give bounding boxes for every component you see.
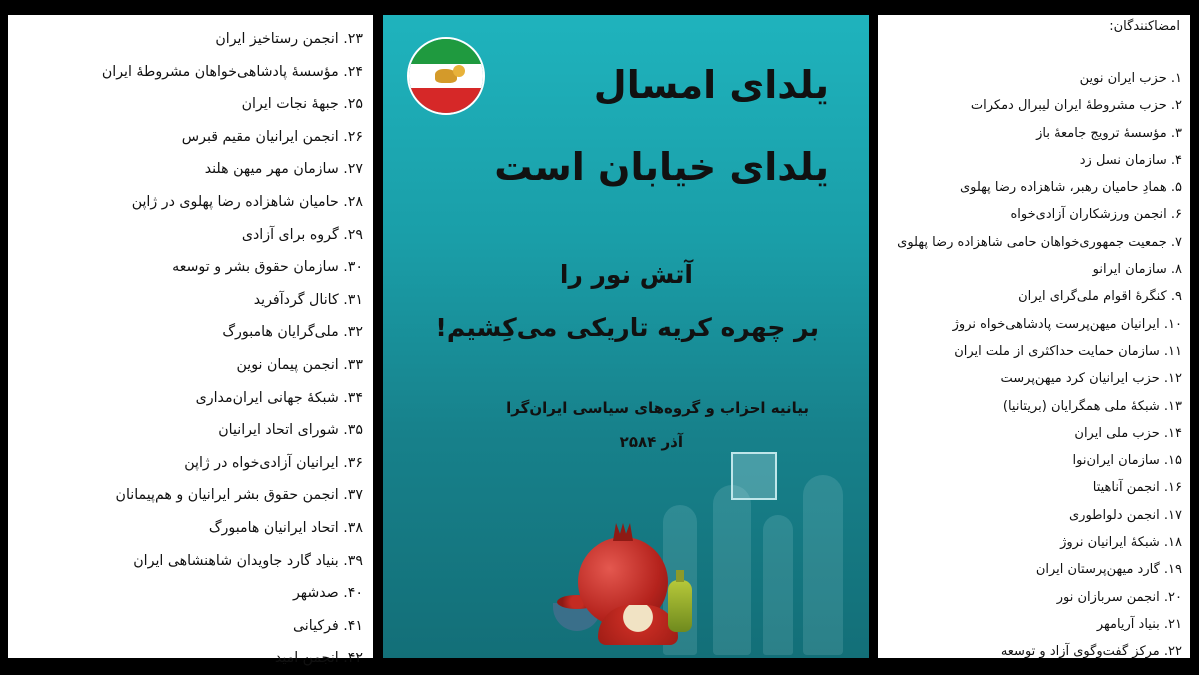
signer-item: ۹. کنگرهٔ اقوام ملی‌گرای ایران — [1018, 289, 1182, 305]
signer-item: ۸. سازمان ایرانو — [1092, 262, 1182, 278]
signer-item: ۳۵. شورای اتحاد ایرانیان — [218, 422, 363, 439]
poster-slogan-line1: آتش نور را — [559, 260, 693, 289]
signer-item: ۳۱. کانال گردآفرید — [253, 291, 363, 308]
signer-item: ۲۱. بنیاد آریامهر — [1096, 616, 1182, 632]
signer-item: ۳۴. شبکهٔ جهانی ایران‌مداری — [195, 389, 363, 406]
signer-item: ۳. مؤسسهٔ ترویج جامعهٔ باز — [1036, 125, 1182, 141]
signer-item: ۱۷. انجمن دلواطوری — [1069, 507, 1182, 523]
signer-item: ۳۳. انجمن پیمان نوین — [236, 356, 363, 373]
signer-item: ۳۲. ملی‌گرایان هامبورگ — [222, 324, 363, 341]
signer-item: ۵. همادِ حامیان رهبر، شاهزاده رضا پهلوی — [959, 180, 1182, 196]
signer-item: ۴۰. صدشهر — [292, 585, 363, 602]
signer-item: ۲۶. انجمن ایرانیان مقیم قبرس — [181, 128, 363, 145]
signer-item: ۲۷. سازمان مهر میهن هلند — [204, 161, 363, 178]
signer-item: ۱۶. انجمن آناهیتا — [1092, 480, 1182, 496]
poster-title-line1: یلدای امسال — [593, 63, 829, 107]
signer-item: ۲۸. حامیان شاهزاده رضا پهلوی در ژاپن — [131, 193, 363, 210]
signer-item: ۱. حزب ایران نوین — [1079, 71, 1182, 86]
signer-item: ۳۷. انجمن حقوق بشر ایرانیان و هم‌پیمانان — [115, 487, 363, 504]
iran-lion-sun-flag-icon — [407, 37, 485, 115]
signer-item: ۳۰. سازمان حقوق بشر و توسعه — [172, 259, 363, 276]
signer-item: ۱۱. سازمان حمایت حداکثری از ملت ایران — [954, 343, 1182, 359]
signer-item: ۱۵. سازمان ایران‌نوا — [1072, 453, 1182, 469]
signer-item: ۲. حزب مشروطهٔ ایران لیبرال دمکرات — [970, 98, 1182, 114]
right-signers-panel — [878, 15, 1190, 658]
signer-item: ۱۹. گارد میهن‌پرستان ایران — [1035, 562, 1182, 578]
signer-item: ۱۳. شبکهٔ ملی همگرایان (بریتانیا) — [1002, 398, 1182, 414]
yalda-poster — [383, 15, 869, 658]
signer-item: ۳۹. بنیاد گارد جاویدان شاهنشاهی ایران — [133, 552, 363, 569]
poster-slogan-line2: بر چهره کریه تاریکی می‌کِشیم! — [435, 313, 819, 342]
bottle-icon — [668, 580, 692, 632]
left-signers-list — [102, 23, 363, 675]
signer-item: ۴۱. فرکیانی — [292, 617, 363, 634]
signer-item: ۶. انجمن ورزشکاران آزادی‌خواه — [1010, 207, 1182, 223]
poster-title-line2: یلدای خیابان است — [494, 145, 829, 189]
signer-item: ۷. جمعیت جمهوری‌خواهان حامی شاهزاده رضا پهلوی — [897, 234, 1182, 250]
signer-item: ۲۲. مرکز گفت‌وگوی آزاد و توسعه — [1000, 644, 1182, 660]
signer-item: ۱۸. شبکهٔ ایرانیان نروژ — [1060, 535, 1182, 551]
signer-item: ۱۲. حزب ایرانیان کرد میهن‌پرست — [1000, 371, 1182, 387]
left-signers-panel — [8, 15, 373, 667]
signer-item: ۲۹. گروه برای آزادی — [241, 226, 363, 243]
signer-item: ۲۳. انجمن رستاخیز ایران — [215, 31, 363, 47]
poster-date: آذر ۲۵۸۴ — [619, 433, 683, 451]
signer-item: ۳۶. ایرانیان آزادی‌خواه در ژاپن — [184, 454, 363, 471]
signer-item: ۲۵. جبههٔ نجات ایران — [241, 96, 363, 113]
right-signers-list — [897, 65, 1182, 666]
protest-sign — [731, 452, 777, 500]
signer-item: ۱۰. ایرانیان میهن‌پرست پادشاهی‌خواه نروژ — [952, 316, 1182, 332]
signers-heading: امضاکنندگان: — [1109, 19, 1180, 34]
poster-statement-label: بیانیه احزاب و گروه‌های سیاسی ایران‌گرا — [506, 399, 809, 417]
signer-item: ۳۸. اتحاد ایرانیان هامبورگ — [208, 519, 363, 536]
signer-item: ۲۰. انجمن سربازان نور — [1056, 589, 1182, 605]
signer-item: ۴۲. انجمن امید — [274, 650, 363, 667]
signer-item: ۱۴. حزب ملی ایران — [1074, 425, 1182, 441]
signer-item: ۴. سازمان نسل زد — [1079, 152, 1182, 168]
signer-item: ۲۴. مؤسسهٔ پادشاهی‌خواهان مشروطهٔ ایران — [101, 63, 363, 80]
